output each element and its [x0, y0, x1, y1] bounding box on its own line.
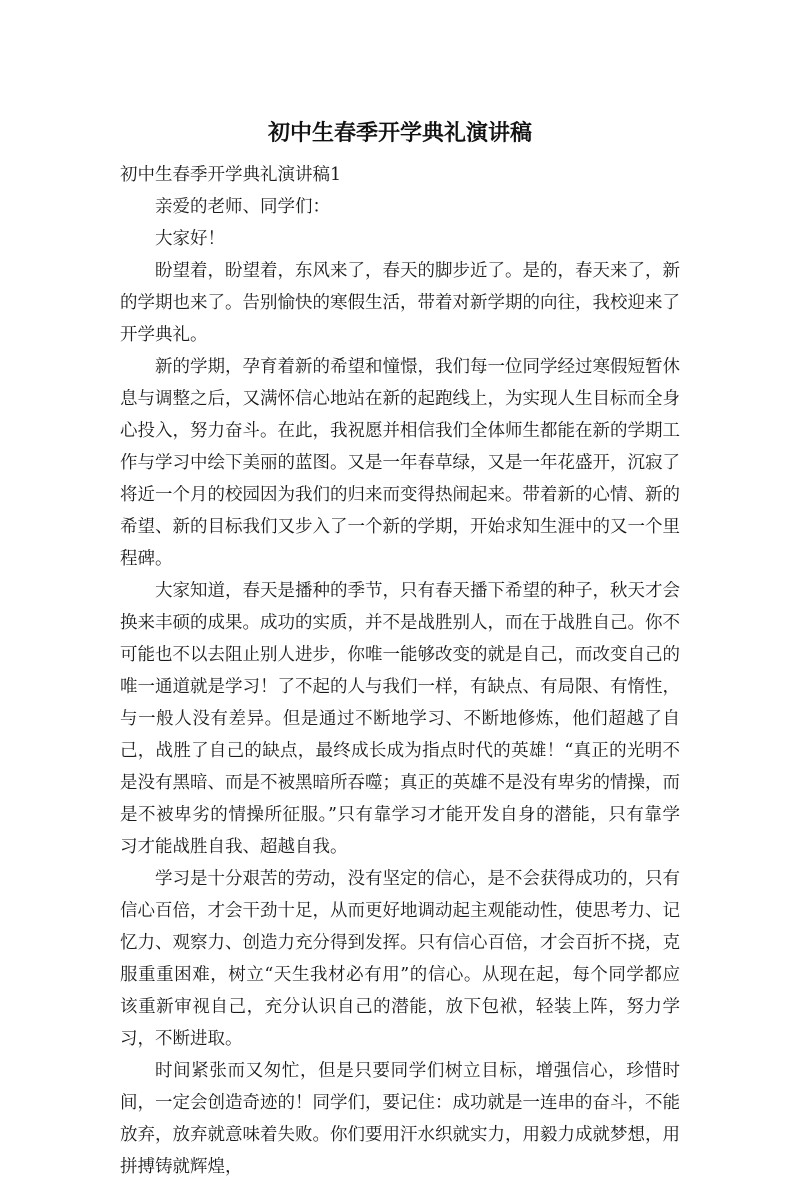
paragraph: 学习是十分艰苦的劳动，没有坚定的信心，是不会获得成功的，只有信心百倍，才会干劲十足，从而更好地调动起主观能动性，使思考力、记忆力、观察力、创造力充分得到发挥。只有信心百倍，才会百折不挠，克服重重困难，树立“天生我材必有用”的信心。从现在起，每个同学都应该重新审视自己，充分认识自己的潜能，放下包袱，轻装上阵，努力学习，不断进取。 — [120, 869, 680, 1049]
document-subtitle: 初中生春季开学典礼演讲稿1 — [120, 165, 342, 185]
paragraph: 盼望着，盼望着，东风来了，春天的脚步近了。是的，春天来了，新的学期也来了。告别愉快的寒假生活，带着对新学期的向往，我校迎来了开学典礼。 — [120, 261, 680, 345]
paragraph-greeting: 亲爱的老师、同学们： — [155, 197, 330, 217]
paragraph: 时间紧张而又匆忙，但是只要同学们树立目标，增强信心，珍惜时间，一定会创造奇迹的！同学们，要记住：成功就是一连串的奋斗，不能放弃，放弃就意味着失败。你们要用汗水织就实力，用毅力成就梦想，用拼搏铸就辉煌， — [120, 1061, 680, 1177]
paragraph: 大家知道，春天是播种的季节，只有春天播下希望的种子，秋天才会换来丰硕的成果。成功的实质，并不是战胜别人，而在于战胜自己。你不可能也不以去阻止别人进步，你唯一能够改变的就是自己，而改变自己的唯一通道就是学习！了不起的人与我们一样，有缺点、有局限、有惰性，与一般人没有差异。但是通过不断地学习、不断地修炼，他们超越了自己，战胜了自己的缺点，最终成长成为指点时代的英雄！“真正的光明不是没有黑暗、而是不被黑暗所吞噬；真正的英雄不是没有卑劣的情操，而是不被卑劣的情操所征服。”只有靠学习才能开发自身的潜能，只有靠学习才能战胜自我、超越自我。 — [120, 581, 680, 857]
document-title: 初中生春季开学典礼演讲稿 — [267, 121, 532, 146]
paragraph: 新的学期，孕育着新的希望和憧憬，我们每一位同学经过寒假短暂休息与调整之后，又满怀信心地站在新的起跑线上，为实现人生目标而全身心投入，努力奋斗。在此，我祝愿并相信我们全体师生都能在新的学期工作与学习中绘下美丽的蓝图。又是一年春草绿，又是一年花盛开，沉寂了将近一个月的校园因为我们的归来而变得热闹起来。带着新的心情、新的希望、新的目标我们又步入了一个新的学期，开始求知生涯中的又一个里程碑。 — [120, 357, 680, 569]
document-body — [120, 159, 680, 1183]
paragraph-hello: 大家好！ — [155, 229, 225, 249]
